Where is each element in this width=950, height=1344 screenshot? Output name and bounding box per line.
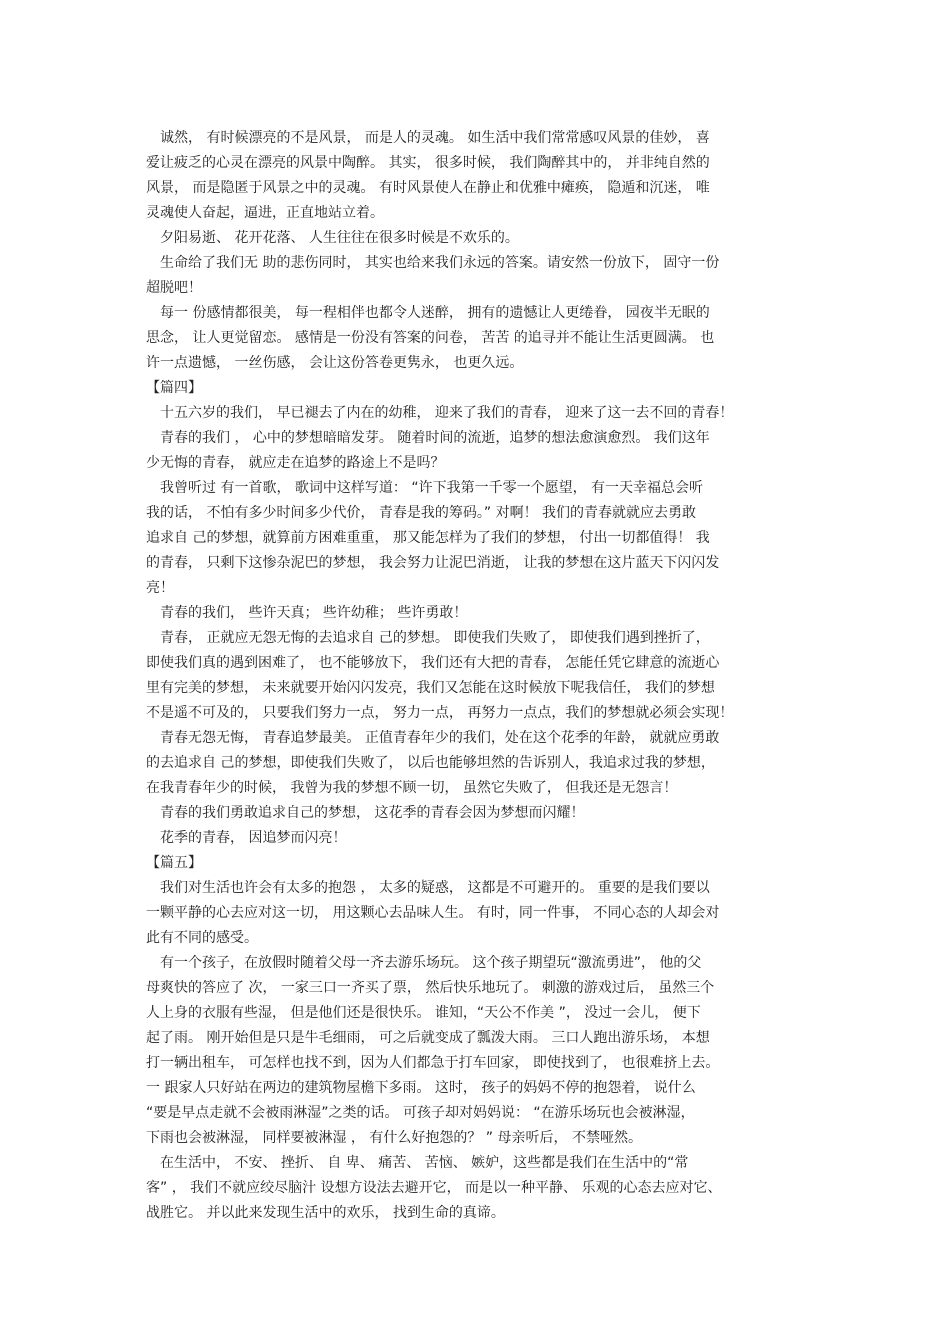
text-line: 此有不同的感受。 [146, 930, 258, 946]
text-line: 在我青春年少的时候， 我曾为我的梦想不顾一切， 虽然它失败了， 但我还是无怨言！ [146, 780, 678, 796]
text-line: 的青春， 只剩下这惨杂泥巴的梦想， 我会努力让泥巴消逝， 让我的梦想在这片蓝天下闪闪发 [146, 555, 720, 571]
text-line: 十五六岁的我们， 早已褪去了内在的幼稚， 迎来了我们的青春， 迎来了这一去不回的青春！ [146, 405, 734, 421]
text-line: 爱让疲乏的心灵在漂亮的风景中陶醉。 其实， 很多时候， 我们陶醉其中的， 并非纯自然的 [146, 155, 710, 171]
text-line: 的去追求自 己的梦想，即使我们失败了， 以后也能够坦然的告诉别人，我追求过我的梦想， [146, 755, 715, 771]
section-heading: 【篇四】 [146, 380, 202, 396]
text-line: 追求自 己的梦想，就算前方困难重重， 那又能怎样为了我们的梦想， 付出一切都值得！ 我 [146, 530, 710, 546]
text-line: 即使我们真的遇到困难了， 也不能够放下， 我们还有大把的青春， 怎能任凭它肆意的流逝心 [146, 655, 720, 671]
text-line: 生命给了我们无 助的悲伤同时， 其实也给来我们永远的答案。请安然一份放下， 固守一份 [146, 255, 720, 271]
text-line: 起了雨。 刚开始但是只是牛毛细雨， 可之后就变成了瓢泼大雨。 三口人跑出游乐场， 本想 [146, 1030, 710, 1046]
text-line: 超脱吧！ [146, 280, 202, 296]
text-line: 里有完美的梦想， 未来就要开始闪闪发亮，我们又怎能在这时候放下呢我信任， 我们的梦想 [146, 680, 715, 696]
section-heading: 【篇五】 [146, 855, 202, 871]
text-line: 少无悔的青春， 就应走在追梦的路途上不是吗？ [146, 455, 445, 471]
text-line: 风景， 而是隐匿于风景之中的灵魂。 有时风景使人在静止和优雅中瘫痪， 隐遁和沉迷， 唯 [146, 180, 710, 196]
text-line: 灵魂使人奋起，逼进，正直地站立着。 [146, 205, 384, 221]
text-line: 人上身的衣服有些湿， 但是他们还是很快乐。 谁知，“天公不作美 ”， 没过一会儿， 便下 [146, 1005, 701, 1021]
text-line: 我曾听过 有一首歌， 歌词中这样写道： “许下我第一千零一个愿望， 有一天幸福总会听 [146, 480, 704, 496]
text-line: 母爽快的答应了 次， 一家三口一齐买了票， 然后快乐地玩了。 刺激的游戏过后， 虽然三个 [146, 980, 715, 996]
text-line: 一颗平静的心去应对这一切， 用这颗心去品味人生。 有时，同一件事， 不同心态的人却会对 [146, 905, 720, 921]
text-line: 思念， 让人更觉留恋。 感情是一份没有答案的问卷， 苦苦 的追寻并不能让生活更圆满。 也 [146, 330, 715, 346]
text-line: 在生活中， 不安、 挫折、 自 卑、 痛苦、 苦恼、 嫉妒，这些都是我们在生活中的“常 [146, 1155, 689, 1171]
text-line: 打一辆出租车， 可怎样也找不到，因为人们都急于打车回家， 即使找到了， 也很难挤上去。 [146, 1055, 720, 1071]
text-line: “要是早点走就不会被雨淋湿”之类的话。 可孩子却对妈妈说： “在游乐场玩也会被淋湿， [146, 1105, 695, 1121]
text-line: 每一 份感情都很美， 每一程相伴也都令人迷醉， 拥有的遗憾让人更绻眷， 园夜半无眠的 [146, 305, 710, 321]
text-line: 一 跟家人只好站在两边的建筑物屋檐下多雨。 这时， 孩子的妈妈不停的抱怨着， 说什么 [146, 1080, 696, 1096]
text-line: 我们对生活也许会有太多的抱怨 ， 太多的疑惑， 这都是不可避开的。 重要的是我们要以 [146, 880, 710, 896]
text-line: 不是遥不可及的， 只要我们努力一点， 努力一点， 再努力一点点，我们的梦想就必须会实现！ [146, 705, 734, 721]
text-line: 许一点遗憾， 一丝伤感， 会让这份答卷更隽永， 也更久远。 [146, 355, 524, 371]
text-line: 诚然， 有时候漂亮的不是风景， 而是人的灵魂。 如生活中我们常常感叹风景的佳妙， 喜 [146, 130, 710, 146]
text-line: 我的话， 不怕有多少时间多少代价， 青春是我的筹码。” 对啊！ 我们的青春就就应去勇敢 [146, 505, 697, 521]
text-line: 青春的我们勇敢追求自己的梦想， 这花季的青春会因为梦想而闪耀！ [146, 805, 585, 821]
text-line: 有一个孩子，在放假时随着父母一齐去游乐场玩。 这个孩子期望玩“激流勇进”， 他的父 [146, 955, 702, 971]
text-line: 战胜它。 并以此来发现生活中的欢乐， 找到生命的真谛。 [146, 1205, 505, 1221]
text-line: 客” ， 我们不就应绞尽脑汁 设想方设法去避开它， 而是以一种平静、 乐观的心态去应对它、 [146, 1180, 722, 1196]
text-line: 下雨也会被淋湿， 同样要被淋湿 ， 有什么好抱怨的？ ” 母亲听后， 不禁哑然。 [146, 1130, 642, 1146]
text-line: 青春无怨无悔， 青春追梦最美。 正值青春年少的我们，处在这个花季的年龄， 就就应勇敢 [146, 730, 720, 746]
text-line: 夕阳易逝、 花开花落、 人生往往在很多时候是不欢乐的。 [146, 230, 519, 246]
text-line: 青春的我们， 些许天真； 些许幼稚； 些许勇敢！ [146, 605, 468, 621]
text-line: 青春， 正就应无怨无悔的去追求自 己的梦想。 即使我们失败了， 即使我们遇到挫折了， [146, 630, 710, 646]
text-line: 亮！ [146, 580, 174, 596]
text-line: 花季的青春， 因追梦而闪亮！ [146, 830, 347, 846]
text-line: 青春的我们 ， 心中的梦想暗暗发芽。 随着时间的流逝，追梦的想法愈演愈烈。 我们这年 [146, 430, 710, 446]
